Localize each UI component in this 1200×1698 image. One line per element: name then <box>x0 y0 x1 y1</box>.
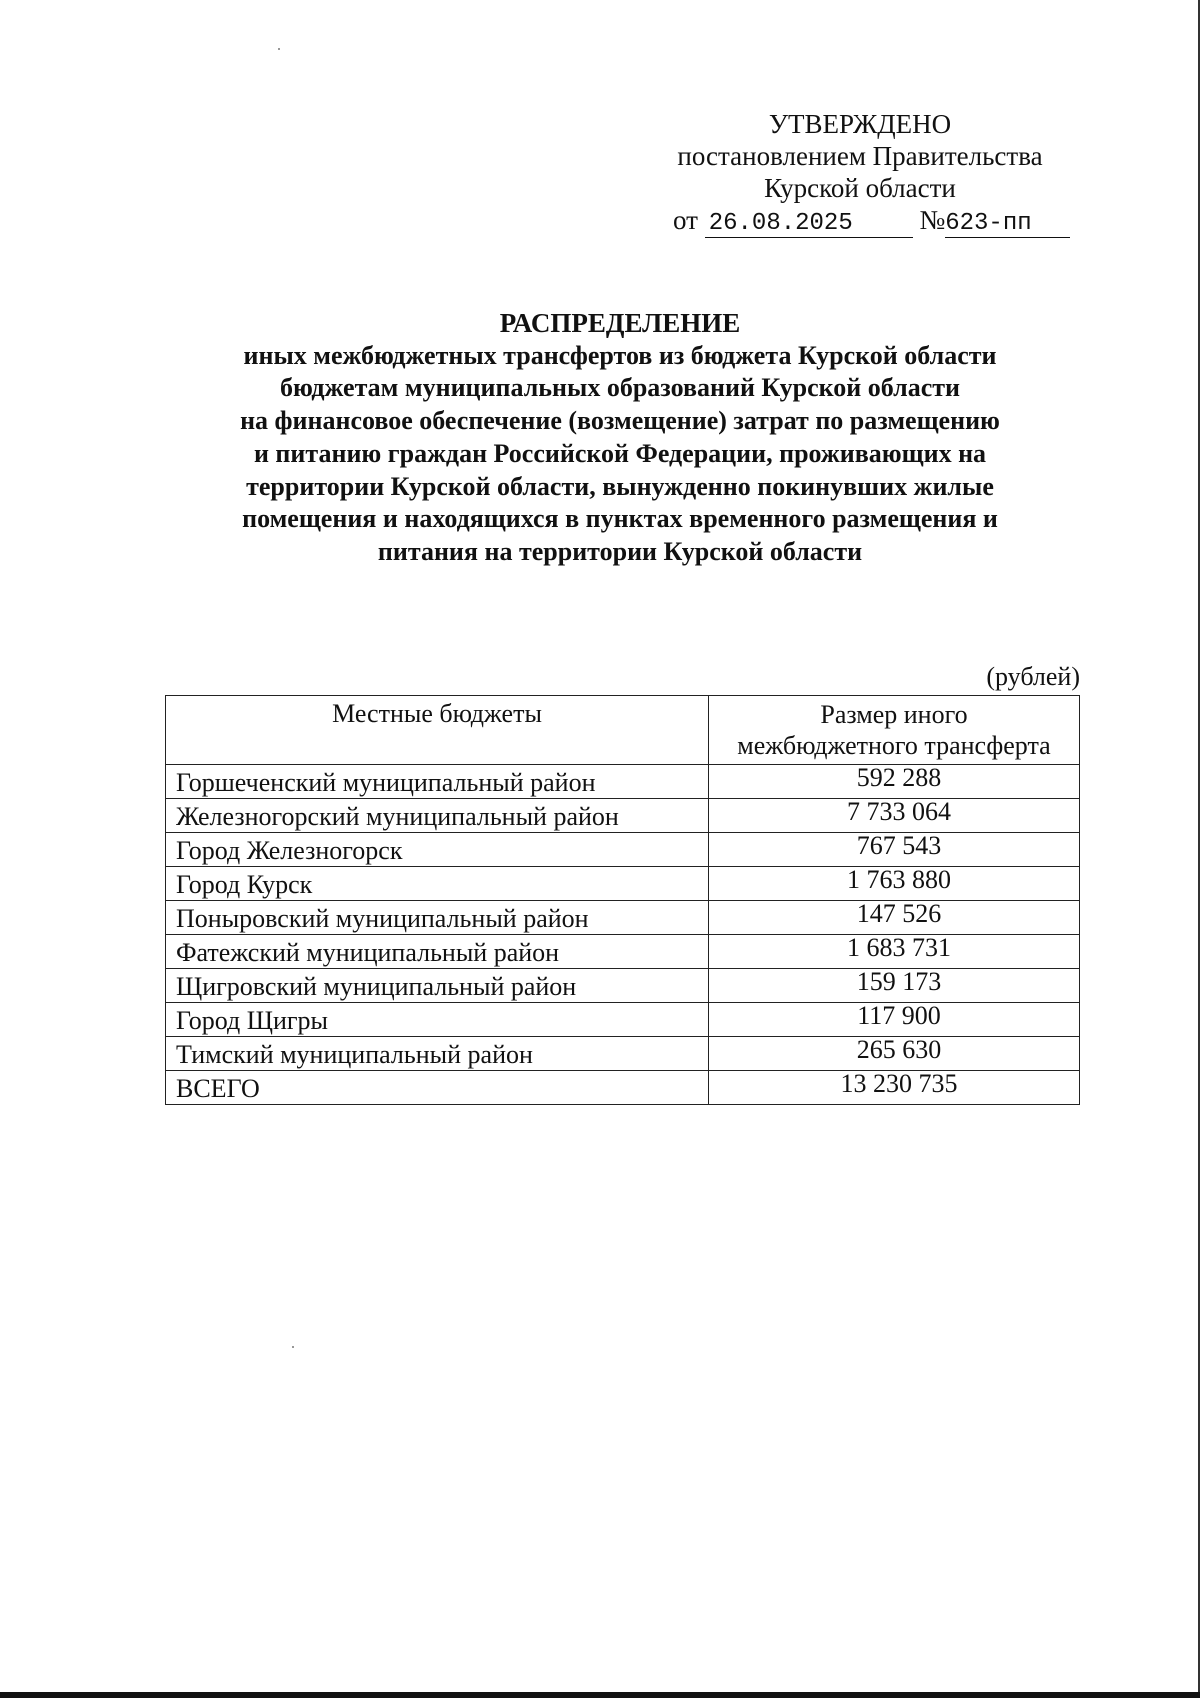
transfer-amount: 7 733 064 <box>709 799 1080 833</box>
title-heading: РАСПРЕДЕЛЕНИЕ <box>499 308 741 338</box>
approval-stamp: УТВЕРЖДЕНО <box>768 109 952 139</box>
scan-speck <box>278 48 280 50</box>
transfer-amount: 767 543 <box>709 833 1080 867</box>
table-row <box>166 765 1080 799</box>
table-row <box>166 901 1080 935</box>
transfer-amount: 147 526 <box>709 901 1080 935</box>
scan-speck <box>292 1346 294 1348</box>
approval-region: Курской области <box>764 173 956 203</box>
total-amount: 13 230 735 <box>709 1071 1080 1105</box>
transfer-amount: 117 900 <box>709 1003 1080 1037</box>
transfer-amount: 265 630 <box>709 1037 1080 1071</box>
budget-name: Железногорский муниципальный район <box>166 799 709 833</box>
budget-name: Город Щигры <box>166 1003 709 1037</box>
table-row <box>166 935 1080 969</box>
table-row <box>166 1003 1080 1037</box>
budget-name: Фатежский муниципальный район <box>166 935 709 969</box>
budget-name: Поныровский муниципальный район <box>166 901 709 935</box>
approval-number: 623-пп <box>945 211 1070 238</box>
approval-date: 26.08.2025 <box>705 211 913 238</box>
title-line: иных межбюджетных трансфертов из бюджета Курской области <box>243 340 997 370</box>
title-line: на финансовое обеспечение (возмещение) затрат по размещению <box>240 406 1000 436</box>
distribution-table-wrap <box>165 695 1080 1105</box>
table-row <box>166 969 1080 1003</box>
table-row <box>166 1037 1080 1071</box>
header-transfer-amount <box>709 696 1080 765</box>
approval-block <box>640 108 1080 238</box>
title-line: питания на территории Курской области <box>377 536 863 566</box>
document-title <box>130 307 1110 569</box>
approval-issuer: постановлением Правительства <box>677 141 1043 171</box>
header-amount-line2: межбюджетного трансферта <box>737 731 1051 760</box>
total-label: ВСЕГО <box>166 1071 709 1105</box>
title-line: помещения и находящихся в пунктах временного размещения и <box>242 504 998 534</box>
table-row <box>166 833 1080 867</box>
header-local-budgets: Местные бюджеты <box>166 696 709 765</box>
budget-name: Город Железногорск <box>166 833 709 867</box>
budget-name: Щигровский муниципальный район <box>166 969 709 1003</box>
table-total-row <box>166 1071 1080 1105</box>
budget-name: Город Курск <box>166 867 709 901</box>
table-header-row <box>166 696 1080 765</box>
transfer-amount: 1 683 731 <box>709 935 1080 969</box>
title-line: и питанию граждан Российской Федерации, проживающих на <box>253 438 987 468</box>
table-row <box>166 799 1080 833</box>
title-line: территории Курской области, вынужденно покинувших жилые <box>246 471 994 501</box>
units-note: (рублей) <box>986 662 1080 691</box>
date-prefix: от <box>673 205 698 235</box>
header-amount-line1: Размер иного <box>820 700 968 729</box>
title-line: бюджетам муниципальных образований Курской области <box>280 373 960 403</box>
budget-name: Тимский муниципальный район <box>166 1037 709 1071</box>
transfer-amount: 1 763 880 <box>709 867 1080 901</box>
scan-bottom-border <box>0 1692 1200 1698</box>
budget-name: Горшеченский муниципальный район <box>166 765 709 799</box>
number-prefix: № <box>919 205 946 235</box>
transfer-amount: 592 288 <box>709 765 1080 799</box>
distribution-table <box>165 695 1080 1105</box>
transfer-amount: 159 173 <box>709 969 1080 1003</box>
table-row <box>166 867 1080 901</box>
approval-date-line <box>640 204 1080 238</box>
